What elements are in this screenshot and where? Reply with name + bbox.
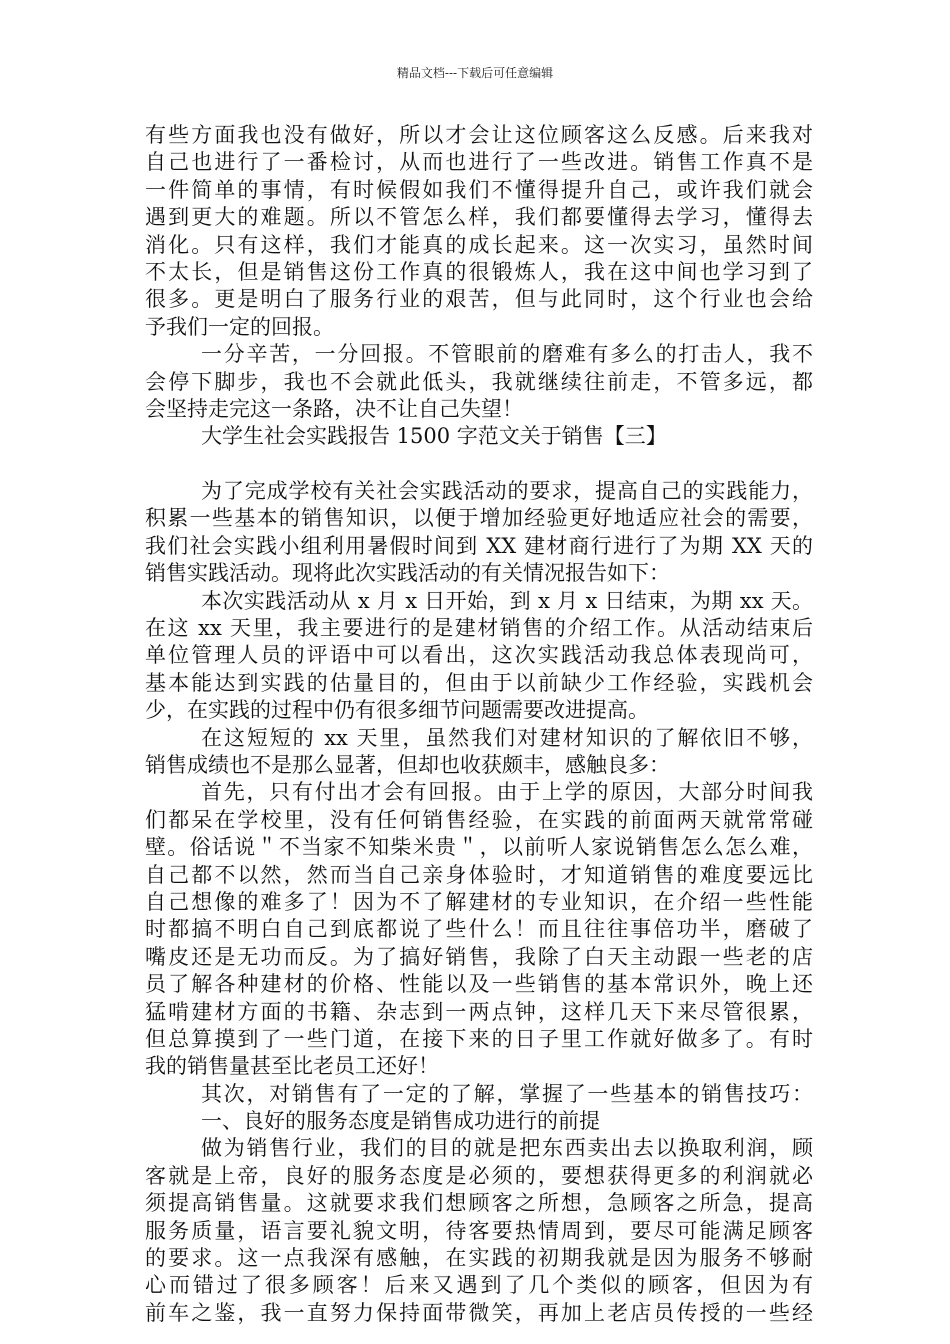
paragraph-line: 心而错过了很多顾客！后来又遇到了几个类似的顾客，但因为有 (145, 1273, 813, 1298)
section-heading-line: 大学生社会实践报告 1500 字范文关于销售【三】 (201, 424, 667, 449)
paragraph-line: 猛啃建材方面的书籍、杂志到一两点钟，这样几天下来尽管很累， (145, 999, 813, 1024)
paragraph-line: 时都搞不明白自己到底都说了些什么！而且往往事倍功半，磨破了 (145, 917, 813, 942)
paragraph-line: 单位管理人员的评语中可以看出，这次实践活动我总体表现尚可， (145, 643, 813, 668)
paragraph-line: 一件简单的事情，有时候假如我们不懂得提升自己，或许我们就会 (145, 177, 813, 202)
paragraph-line: 在这 xx 天里，我主要进行的是建材销售的介绍工作。从活动结束后 (145, 616, 813, 641)
paragraph-line: 嘴皮还是无功而反。为了搞好销售，我除了白天主动跟一些老的店 (145, 944, 813, 969)
page-header: 精品文档---下载后可任意编辑 (396, 66, 554, 80)
paragraph-line: 客就是上帝，良好的服务态度是必须的，要想获得更多的利润就必 (145, 1163, 813, 1188)
paragraph-line: 一分辛苦，一分回报。不管眼前的磨难有多么的打击人，我不 (201, 342, 813, 367)
paragraph-line: 们都呆在学校里，没有任何销售经验，在实践的前面两天就常常碰 (145, 807, 813, 832)
paragraph-line: 但总算摸到了一些门道，在接下来的日子里工作就好做多了。有时 (145, 1026, 813, 1051)
paragraph-line: 为了完成学校有关社会实践活动的要求，提高自己的实践能力， (201, 479, 813, 504)
paragraph-line: 其次，对销售有了一定的了解，掌握了一些基本的销售技巧： (201, 1081, 813, 1106)
paragraph-line: 在这短短的 xx 天里，虽然我们对建材知识的了解依旧不够， (201, 725, 813, 750)
paragraph-line: 少，在实践的过程中仍有很多细节问题需要改进提高。 (145, 698, 649, 723)
paragraph-line: 积累一些基本的销售知识，以便于增加经验更好地适应社会的需要， (145, 506, 813, 531)
paragraph-line: 销售成绩也不是那么显著，但却也收获颇丰，感触良多： (145, 752, 670, 777)
paragraph-line: 有些方面我也没有做好，所以才会让这位顾客这么反感。后来我对 (145, 123, 813, 147)
paragraph-line: 前车之鉴，我一直努力保持面带微笑，再加上老店员传授的一些经 (145, 1300, 813, 1325)
paragraph-line: 予我们一定的回报。 (145, 314, 334, 339)
paragraph-line: 基本能达到实践的估量目的，但由于以前缺少工作经验，实践机会 (145, 670, 813, 695)
paragraph-line: 须提高销售量。这就要求我们想顾客之所想，急顾客之所急，提高 (145, 1191, 813, 1216)
paragraph-line: 消化。只有这样，我们才能真的成长起来。这一次实习，虽然时间 (145, 232, 813, 257)
paragraph-line: 员了解各种建材的价格、性能以及一些销售的基本常识外，晚上还 (145, 972, 813, 997)
paragraph-line: 自己想像的难多了！因为不了解建材的专业知识，在介绍一些性能 (145, 889, 813, 914)
paragraph-line: 本次实践活动从 x 月 x 日开始，到 x 月 x 日结束，为期 xx 天。 (201, 588, 813, 613)
document-body (145, 122, 813, 1327)
paragraph-line: 很多。更是明白了服务行业的艰苦，但与此同时，这个行业也会给 (145, 287, 813, 312)
paragraph-line: 我们社会实践小组利用暑假时间到 XX 建材商行进行了为期 XX 天的 (145, 533, 813, 558)
paragraph-line: 服务质量，语言要礼貌文明，待客要热情周到，要尽可能满足顾客 (145, 1218, 813, 1243)
paragraph-line: 我的销售量甚至比老员工还好！ (145, 1054, 439, 1079)
paragraph-line: 的要求。这一点我深有感触，在实践的初期我就是因为服务不够耐 (145, 1246, 813, 1271)
blank-line (145, 451, 813, 478)
paragraph-line: 自己都不以然，然而当自己亲身体验时，才知道销售的难度要远比 (145, 862, 813, 887)
paragraph-line: 会停下脚步，我也不会就此低头，我就继续往前走，不管多远，都 (145, 369, 813, 394)
paragraph-line: 做为销售行业，我们的目的就是把东西卖出去以换取利润，顾 (201, 1136, 813, 1161)
paragraph-line: 首先，只有付出才会有回报。由于上学的原因，大部分时间我 (201, 780, 813, 805)
section-heading-line: 一、良好的服务态度是销售成功进行的前提 (201, 1109, 600, 1134)
paragraph-line: 壁。俗话说＂不当家不知柴米贵＂，以前听人家说销售怎么怎么难， (145, 835, 813, 860)
paragraph-line: 不太长，但是销售这份工作真的很锻炼人，我在这中间也学习到了 (145, 259, 813, 284)
paragraph-line: 会坚持走完这一条路，决不让自己失望！ (145, 396, 523, 421)
paragraph-line: 销售实践活动。现将此次实践活动的有关情况报告如下： (145, 561, 670, 586)
paragraph-line: 遇到更大的难题。所以不管怎么样，我们都要懂得去学习，懂得去 (145, 205, 813, 230)
paragraph-line: 自己也进行了一番检讨，从而也进行了一些改进。销售工作真不是 (145, 150, 813, 175)
